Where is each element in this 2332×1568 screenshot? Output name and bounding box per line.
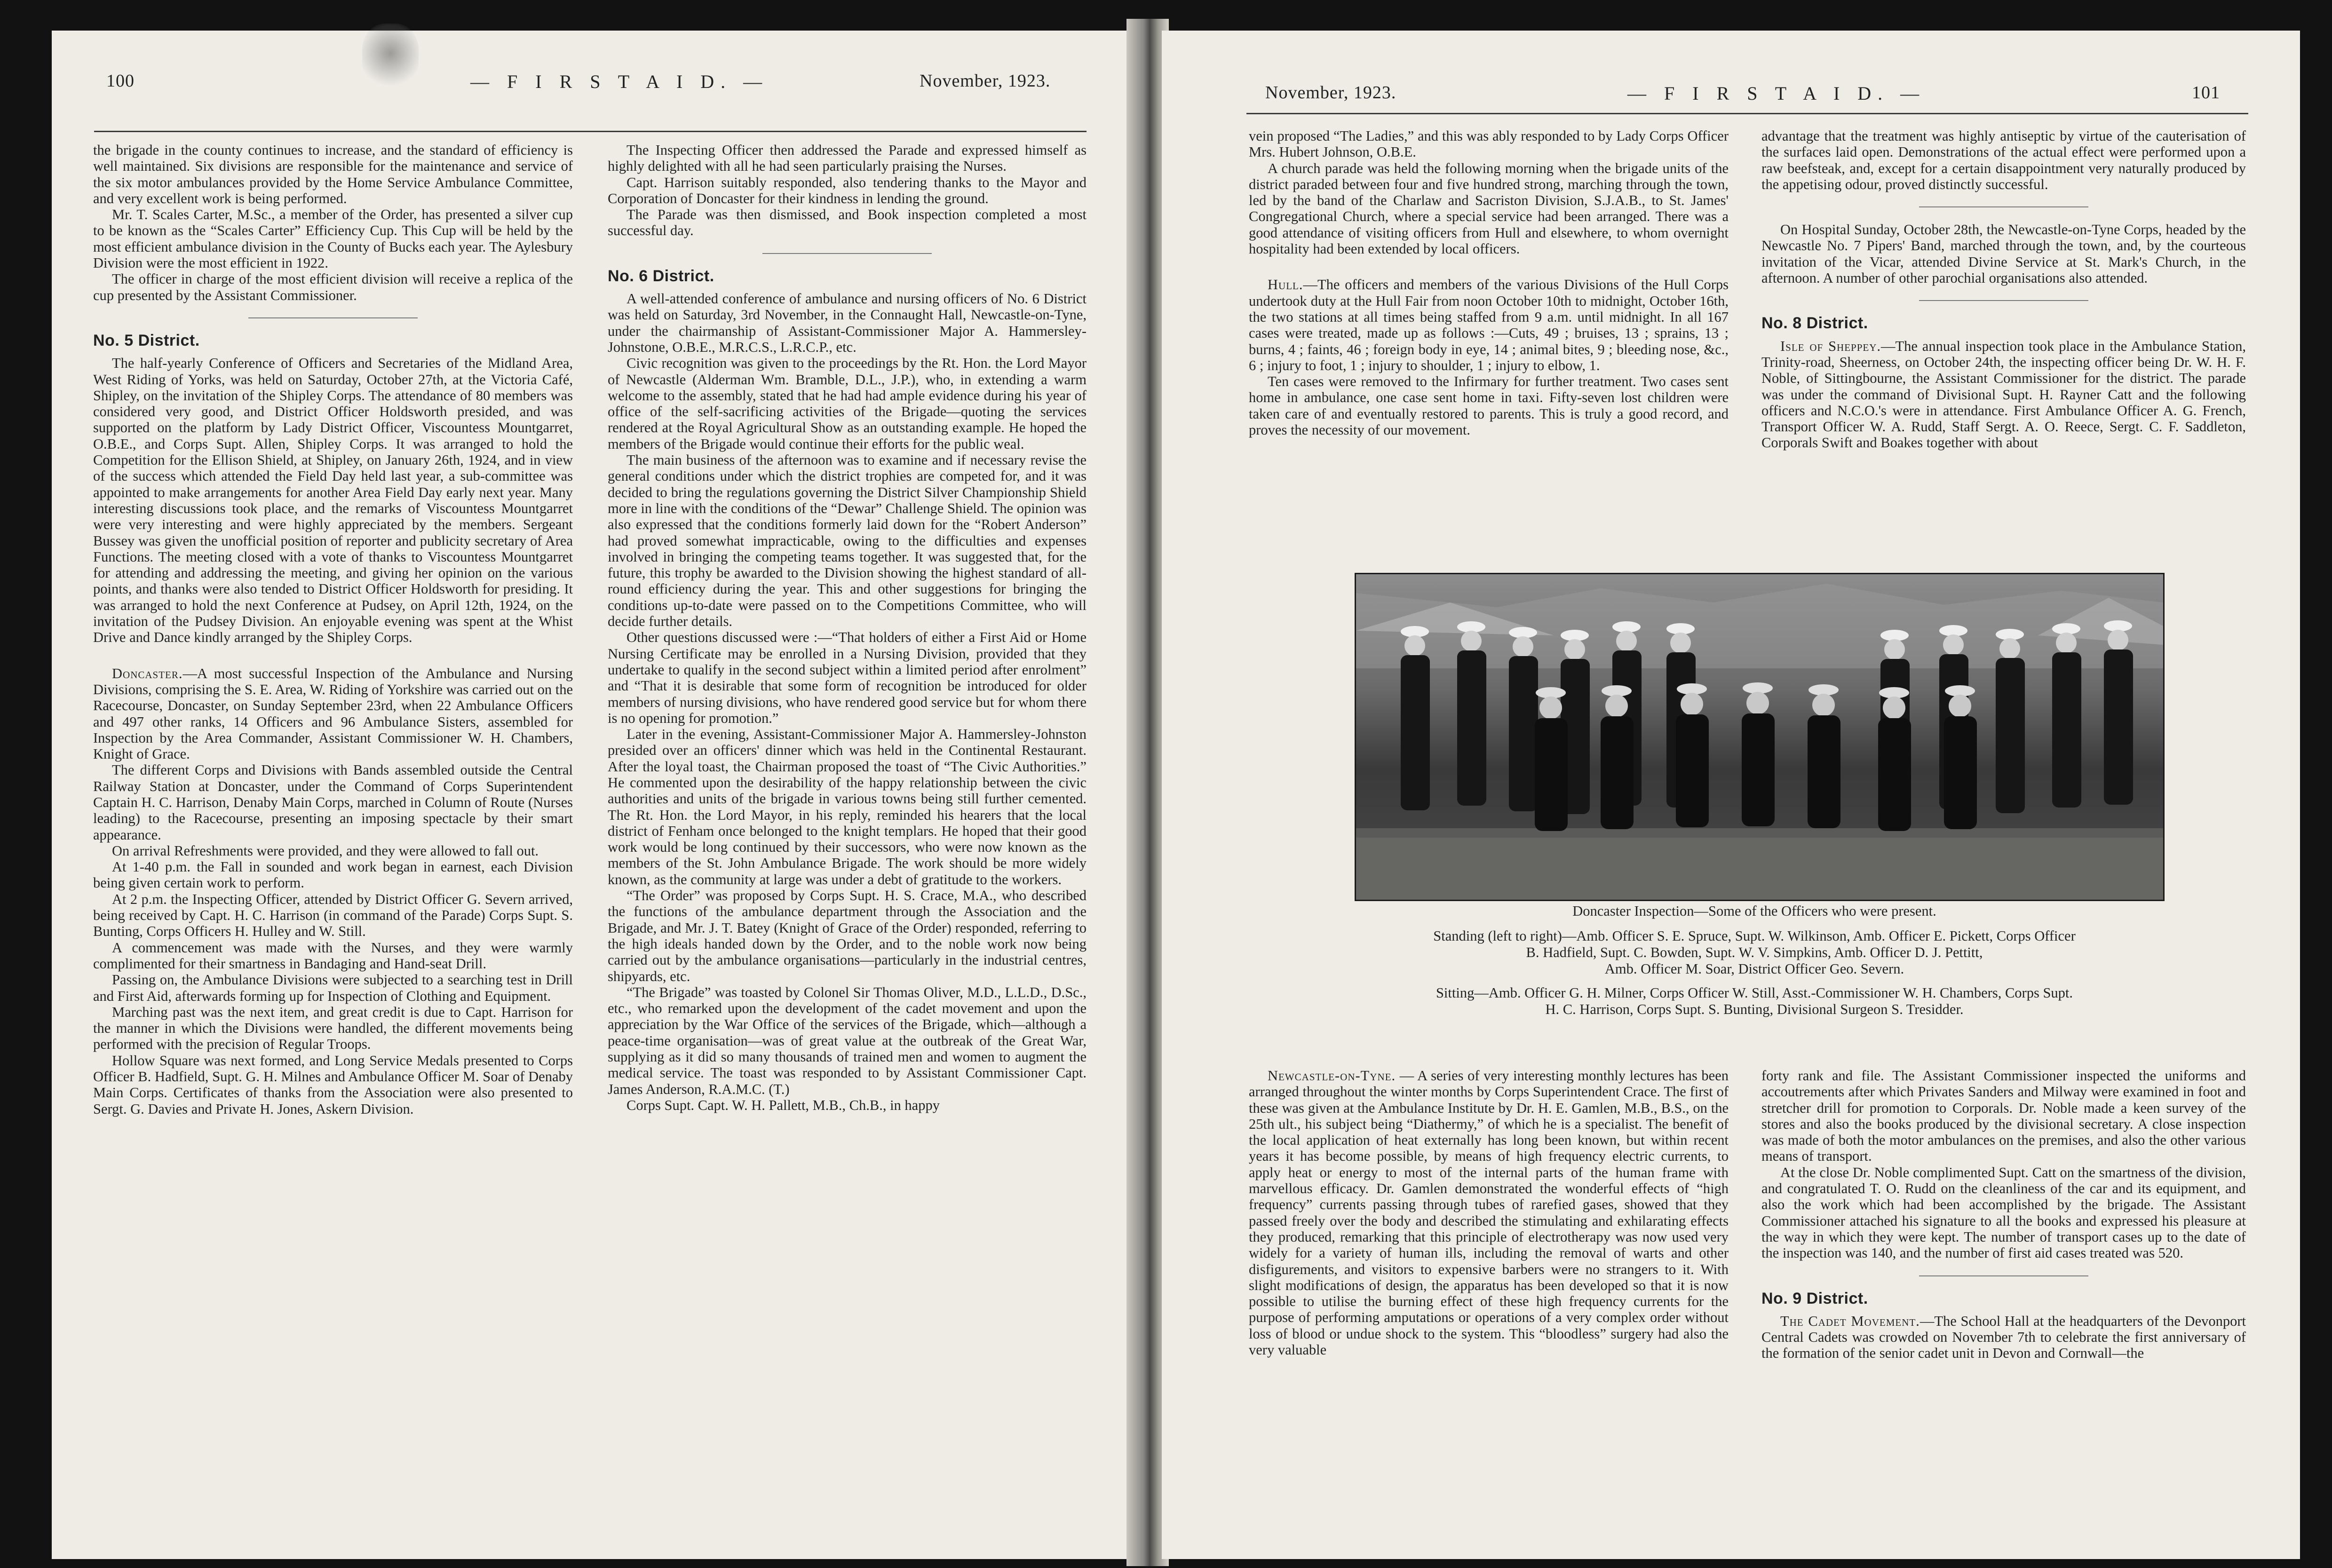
paragraph: At 2 p.m. the Inspecting Officer, attended by District Officer G. Severn arrived, being received by Capt. H. C. Harrison (in command of the Parade) Corps Supt. S. Bunting, Corps Officers H. Hulley and W. Still. bbox=[93, 891, 573, 940]
paragraph: Doncaster.—A most successful Inspection of the Ambulance and Nursing Divisions, comprising the S. E. Area, W. Riding of Yorkshire was carried out on the Racecourse, Doncaster, on Sunday September 23rd, when 22 Ambulance Officers and 497 other ranks, 14 Officers and 96 Ambulance Sisters, assembled for Inspection by the Area Commander, Assistant Commissioner W. H. Chambers, Knight of Grace. bbox=[93, 665, 573, 762]
paragraph: Corps Supt. Capt. W. H. Pallett, M.B., Ch.B., in happy bbox=[627, 1097, 940, 1113]
paragraph: Civic recognition was given to the proceedings by the Rt. Hon. the Lord Mayor of Newcastle (Alderman Wm. Bramble, D.L., J.P.), who, in extending a warm welcome to the assembly, stated that he had had ample evidence during his year of office of the self-sacrificing activities of the Brigade—quoting the services rendered at the Royal Agricultural Show as an outstanding example. He hoped the members of the Brigade would continue their efforts for the public weal. bbox=[608, 355, 1087, 452]
paragraph: A commencement was made with the Nurses, and they were warmly complimented for their smartness in Bandaging and Hand-seat Drill. bbox=[93, 939, 573, 972]
paragraph: A church parade was held the following morning when the brigade units of the district paraded between four and five hundred strong, marching through the town, led by the band of the Charlaw and Sacriston Division, S.J.A.B., to St. James' Congregational Church, where a special service had been arranged. There was a good attendance of visiting officers from Hull and elsewhere, to whom overnight hospitality had been extended by local officers. bbox=[1249, 160, 1729, 257]
group-photo-image bbox=[1356, 574, 2163, 900]
header-rule-left bbox=[94, 131, 1087, 132]
ink-stain bbox=[362, 24, 419, 89]
paragraph: Mr. T. Scales Carter, M.Sc., a member of the Order, has presented a silver cup to be known as the “Scales Carter” Efficiency Cup. This Cup will be held by the most efficient ambulance division in the County of Bucks each year. The Aylesbury Division were the most efficient in 1922. bbox=[93, 206, 573, 271]
header-rule-right bbox=[1246, 113, 2248, 114]
paragraph: The Inspecting Officer then addressed the Parade and expressed himself as highly delighted with all he had seen particularly praising the Nurses. bbox=[608, 142, 1087, 174]
paragraph: vein proposed “The Ladies,” and this was ably responded to by Lady Corps Officer Mrs. Hubert Johnson, O.B.E. bbox=[1249, 128, 1729, 160]
lead-in: Newcastle-on-Tyne. bbox=[1268, 1068, 1396, 1084]
photo-caption-standing: Amb. Officer M. Soar, District Officer Geo. Severn. bbox=[1604, 961, 1904, 977]
section-heading: No. 8 District. bbox=[1761, 314, 1868, 333]
paragraph: Passing on, the Ambulance Divisions were subjected to a searching test in Drill and First Aid, afterwards forming up for Inspection of Clothing and Equipment. bbox=[93, 972, 573, 1004]
paragraph: Other questions discussed were :—“That holders of either a First Aid or Home Nursing Certificate may be enrolled in a Nursing Division, provided that they undertake to qualify in the second subject within a limited period after enrolment” and “That it is desirable that some form of recognition be introduced for older members of nursing divisions, who have rendered good service but for whom there is no opening for promotion.” bbox=[608, 629, 1087, 726]
page-number-left: 100 bbox=[106, 71, 135, 91]
lead-in: Doncaster. bbox=[112, 665, 183, 681]
paragraph: Later in the evening, Assistant-Commissioner Major A. Hammersley-Johnston presided over an officers' dinner which was held in the Continental Restaurant. After the loyal toast, the Chairman proposed the toast of “The Civic Authorities.” He commented upon the desirability of the happy relationship between the civic authorities and units of the brigade in various towns being still further cemented. The Rt. Hon. the Lord Mayor, in his reply, reminded his hearers that the local district of Fenham once belonged to the knight templars. He hoped that their good work would be long continued by their successors, who were now known as the members of the St. John Ambulance Brigade. The work should be more widely known, as the community at large was under a debt of gratitude to the workers. bbox=[608, 726, 1087, 887]
running-title-left: — F I R S T A I D. — bbox=[470, 71, 769, 92]
paragraph: Capt. Harrison suitably responded, also tendering thanks to the Mayor and Corporation of Doncaster for their kindness in lending the ground. bbox=[608, 174, 1087, 206]
section-divider bbox=[248, 317, 418, 318]
section-heading: No. 5 District. bbox=[93, 331, 200, 349]
right-column-3 bbox=[1249, 1068, 1729, 1358]
page-number-right: 101 bbox=[2192, 83, 2220, 103]
photo-caption-standing: B. Hadfield, Supt. C. Bowden, Supt. W. V. Simpkins, Amb. Officer D. J. Pettitt, bbox=[1526, 944, 1983, 960]
section-divider bbox=[1919, 206, 2088, 207]
paragraph: At 1-40 p.m. the Fall in sounded and work began in earnest, each Division being given certain work to perform. bbox=[93, 859, 573, 891]
paragraph: The main business of the afternoon was to examine and if necessary revise the general conditions under which the district trophies are competed for, and it was decided to bring the regulations governing the District Silver Championship Shield more in line with the conditions of the “Dewar” Challenge Shield. The opinion was also expressed that the conditions formerly laid down for the “Robert Anderson” had proved somewhat impracticable, owing to the difficulties and expenses involved in bringing the competing teams together. It was suggested that, for the future, this trophy be awarded to the Division showing the highest standard of all-round efficiency during the year. This and other suggestions for bringing the conditions up-to-date were passed on to the Competitions Committee, who will decide further details. bbox=[608, 452, 1087, 630]
paragraph: Hull.—The officers and members of the various Divisions of the Hull Corps undertook duty at the Hull Fair from noon October 10th to midnight, October 16th, the two stations at all times being staffed from 9 a.m. until midnight. In all 167 cases were treated, made up as follows :—Cuts, 49 ; bruises, 13 ; sprains, 13 ; burns, 4 ; faints, 46 ; foreign body in eye, 14 ; animal bites, 9 ; bleeding nose, &c., 6 ; injury to foot, 1 ; injury to shoulder, 1 ; injury to elbow, 1. bbox=[1249, 277, 1729, 373]
left-column-1 bbox=[93, 142, 573, 1117]
paragraph: The Cadet Movement.—The School Hall at the headquarters of the Devonport Central Cadets was crowded on November 7th to celebrate the first anniversary of the formation of the senior cadet unit in Devon and Cornwall—the bbox=[1761, 1313, 2246, 1362]
paragraph: Newcastle-on-Tyne. — A series of very interesting monthly lectures has been arranged throughout the winter months by Corps Superintendent Crace. The first of these was given at the Ambulance Institute by Dr. H. E. Gamlen, M.B., B.S., on the 25th ult., his subject being “Diathermy,” of which he is a specialist. The benefit of the local application of heat externally has long been known, but within recent years it has become possible, by means of high frequency electric currents, to apply heat or energy to most of the internal parts of the human frame with marvellous efficacy. Dr. Gamlen demonstrated the wonderful effects of “high frequency” currents passing through tubes of rarefied gases, showed that they passed freely over the body and described the stimulating and exhilarating effects they produced, remarking that this principle of electrotherapy was now used very widely for a variety of human ills, including the removal of warts and other disfigurements, and visitors to expensive barbers were no strangers to it. With slight modifications of design, the apparatus has been developed so that it is now possible to utilise the burning effect of these high frequency currents for the purpose of performing amputations or operations of a very complex order without loss of blood or undue shock to the system. This “bloodless” surgery had also the very valuable bbox=[1249, 1068, 1729, 1358]
paragraph: “The Brigade” was toasted by Colonel Sir Thomas Oliver, M.D., L.L.D., D.Sc., etc., who remarked upon the development of the cadet movement and upon the appreciation by the War Office of the services of the Brigade, which—although a peace-time organisation—was of great value at the outbreak of the Great War, supplying as it did so many thousands of trained men and women to augment the medical service. The toast was responded to by Assistant Commissioner Capt. James Anderson, R.A.M.C. (T.) bbox=[608, 984, 1087, 1097]
paragraph: “The Order” was proposed by Corps Supt. H. S. Crace, M.A., who described the functions of the ambulance department through the Association and the Brigade, and Mr. J. T. Batey (Knight of Grace of the Order) responded, referring to the high ideals handed down by the Order, and to the noble work now being carried out by the ambulance organisations—particularly in the industrial centres, shipyards, etc. bbox=[608, 887, 1087, 984]
paragraph: At the close Dr. Noble complimented Supt. Catt on the smartness of the division, and congratulated T. O. Rudd on the cleanliness of the car and its equipment, and also the work which had been accomplished by the brigade. The Assistant Commissioner attached his signature to all the books and expressed his pleasure at the way in which they were kept. The number of transport cases up to the date of the inspection was 140, and the number of first aid cases treated was 520. bbox=[1761, 1164, 2246, 1261]
spacer bbox=[93, 646, 573, 665]
photo-caption-sitting: Sitting—Amb. Officer G. H. Milner, Corps Officer W. Still, Asst.-Commissioner W. H. Chambers, Corps Supt. bbox=[1436, 985, 2073, 1001]
issue-date-right: November, 1923. bbox=[1265, 83, 1396, 103]
paragraph: On arrival Refreshments were provided, and they were allowed to fall out. bbox=[112, 842, 539, 859]
spacer bbox=[1249, 257, 1729, 277]
right-column-1 bbox=[1249, 128, 1729, 438]
paragraph: The different Corps and Divisions with Bands assembled outside the Central Railway Station at Doncaster, under the Command of Corps Superintendent Captain H. C. Harrison, Denaby Main Corps, marched in Column of Route (Nurses leading) to the Racecourse, presenting an imposing spectacle by their smart appearance. bbox=[93, 762, 573, 843]
photo-caption-sitting: H. C. Harrison, Corps Supt. S. Bunting, Divisional Surgeon S. Tresidder. bbox=[1545, 1001, 1964, 1017]
paragraph: The half-yearly Conference of Officers and Secretaries of the Midland Area, West Riding of Yorks, was held on Saturday, October 27th, at the Victoria Café, Shipley, on the invitation of the Shipley Corps. The attendance of 80 members was considered very good, and District Officer Holdsworth presided, and was supported on the platform by Lady District Officer, Viscountess Mountgarret, O.B.E., and Corps Supt. Allen, Shipley Corps. It was arranged to hold the Competition for the Ellison Shield, at Shipley, on January 26th, 1924, and in view of the success which attended the Field Day held last year, a sub-committee was appointed to make arrangements for another Area Field Day early next year. Many interesting discussions took place, and the remarks of Viscountess Mountgarret were very interesting and were highly appreciated by the members. Sergeant Bussey was given the unofficial position of reporter and publicity secretary of Area Functions. The meeting closed with a vote of thanks to Viscountess Mountgarret for attending and addressing the meeting, and giving her opinion on the various points, and thanks were also tended to District Officer Holdsworth for presiding. It was arranged to hold the next Conference at Pudsey, on April 12th, 1924, on the invitation of the Pudsey Division. An enjoyable evening was spent at the Whist Drive and Dance kindly arranged by the Shipley Corps. bbox=[93, 355, 573, 646]
paragraph: The Parade was then dismissed, and Book inspection completed a most successful day. bbox=[608, 206, 1087, 239]
paragraph: Isle of Sheppey.—The annual inspection took place in the Ambulance Station, Trinity-road, Sheerness, on October 24th, the inspecting officer being Dr. W. H. F. Noble, of Sittingbourne, the Assistant Commissioner for the district. The parade was under the command of Divisional Supt. H. Rayner Catt and the following officers and N.C.O.'s were in attendance. First Ambulance Officer A. G. French, Transport Officer W. A. Rudd, Staff Sergt. A. O. Reece, Sergt. C. F. Saddleton, Corporals Swift and Boakes together with about bbox=[1761, 338, 2246, 451]
paragraph: On Hospital Sunday, October 28th, the Newcastle-on-Tyne Corps, headed by the Newcastle No. 7 Pipers' Band, marched through the town, and, by the courteous invitation of the Vicar, attended Divine Service at St. Mark's Church, in the afternoon. A number of other parochial organisations also attended. bbox=[1761, 222, 2246, 286]
section-divider bbox=[1919, 1275, 2088, 1276]
section-heading: No. 9 District. bbox=[1761, 1289, 1868, 1307]
lead-in: Isle of Sheppey. bbox=[1780, 338, 1881, 354]
photo-caption-standing: Standing (left to right)—Amb. Officer S. E. Spruce, Supt. W. Wilkinson, Amb. Officer E. Pickett, Corps Officer bbox=[1433, 928, 2076, 944]
paragraph: A well-attended conference of ambulance and nursing officers of No. 6 District was held on Saturday, 3rd November, in the Connaught Hall, Newcastle-on-Tyne, under the chairmanship of Assistant-Commissioner Major A. Hammersley-Johnstone, O.B.E., M.R.C.S., L.R.C.P., etc. bbox=[608, 291, 1087, 355]
right-column-4 bbox=[1761, 1068, 2246, 1362]
lead-in: The Cadet Movement. bbox=[1780, 1313, 1920, 1329]
left-column-2 bbox=[608, 142, 1087, 1113]
paragraph: advantage that the treatment was highly antiseptic by virtue of the cauterisation of the surfaces laid open. Demonstrations of the actual effect were performed upon a raw beefsteak, and, except for a certain disappointment very naturally produced by the appetising odour, proved distinctly successful. bbox=[1761, 128, 2246, 192]
photo-caption bbox=[1298, 903, 2211, 1018]
paragraph: Hollow Square was next formed, and Long Service Medals presented to Corps Officer B. Hadfield, Supt. G. H. Milnes and Ambulance Officer M. Soar of Denaby Main Corps. Certificates of thanks from the Association were also presented to Sergt. G. Davies and Private H. Jones, Askern Division. bbox=[93, 1052, 573, 1117]
running-title-right: — F I R S T A I D. — bbox=[1627, 83, 1926, 104]
lead-in: Hull. bbox=[1268, 277, 1303, 293]
right-column-2 bbox=[1761, 128, 2246, 451]
paragraph: The officer in charge of the most efficient division will receive a replica of the cup presented by the Assistant Commissioner. bbox=[93, 271, 573, 303]
paragraph: Marching past was the next item, and great credit is due to Capt. Harrison for the manner in which the Divisions were handled, the different movements being performed with the precision of Regular Troops. bbox=[93, 1004, 573, 1053]
photo-caption-title: Doncaster Inspection—Some of the Officers who were present. bbox=[1572, 903, 1936, 919]
paragraph: forty rank and file. The Assistant Commissioner inspected the uniforms and accoutrements after which Privates Sanders and Milway were examined in foot and stretcher drill for promotion to Corporals. Dr. Noble made a keen survey of the stores and also the books produced by the divisional secretary. A close inspection was made of both the motor ambulances on the premises, and also the other various means of transport. bbox=[1761, 1068, 2246, 1164]
issue-date-left: November, 1923. bbox=[920, 71, 1051, 91]
section-divider bbox=[762, 253, 932, 254]
group-photograph bbox=[1355, 573, 2165, 901]
section-divider bbox=[1919, 300, 2088, 301]
section-heading: No. 6 District. bbox=[608, 267, 714, 285]
paragraph: Ten cases were removed to the Infirmary for further treatment. Two cases sent home in ambulance, one case sent home in taxi. Fifty-seven lost children were taken care of and eventually restored to parents. This is truly a good record, and proves the necessity of our movement. bbox=[1249, 373, 1729, 438]
paragraph: the brigade in the county continues to increase, and the standard of efficiency is well maintained. Six divisions are responsible for the maintenance and service of the six motor ambulances provided by the Home Service Ambulance Committee, and very excellent work is being performed. bbox=[93, 142, 573, 206]
